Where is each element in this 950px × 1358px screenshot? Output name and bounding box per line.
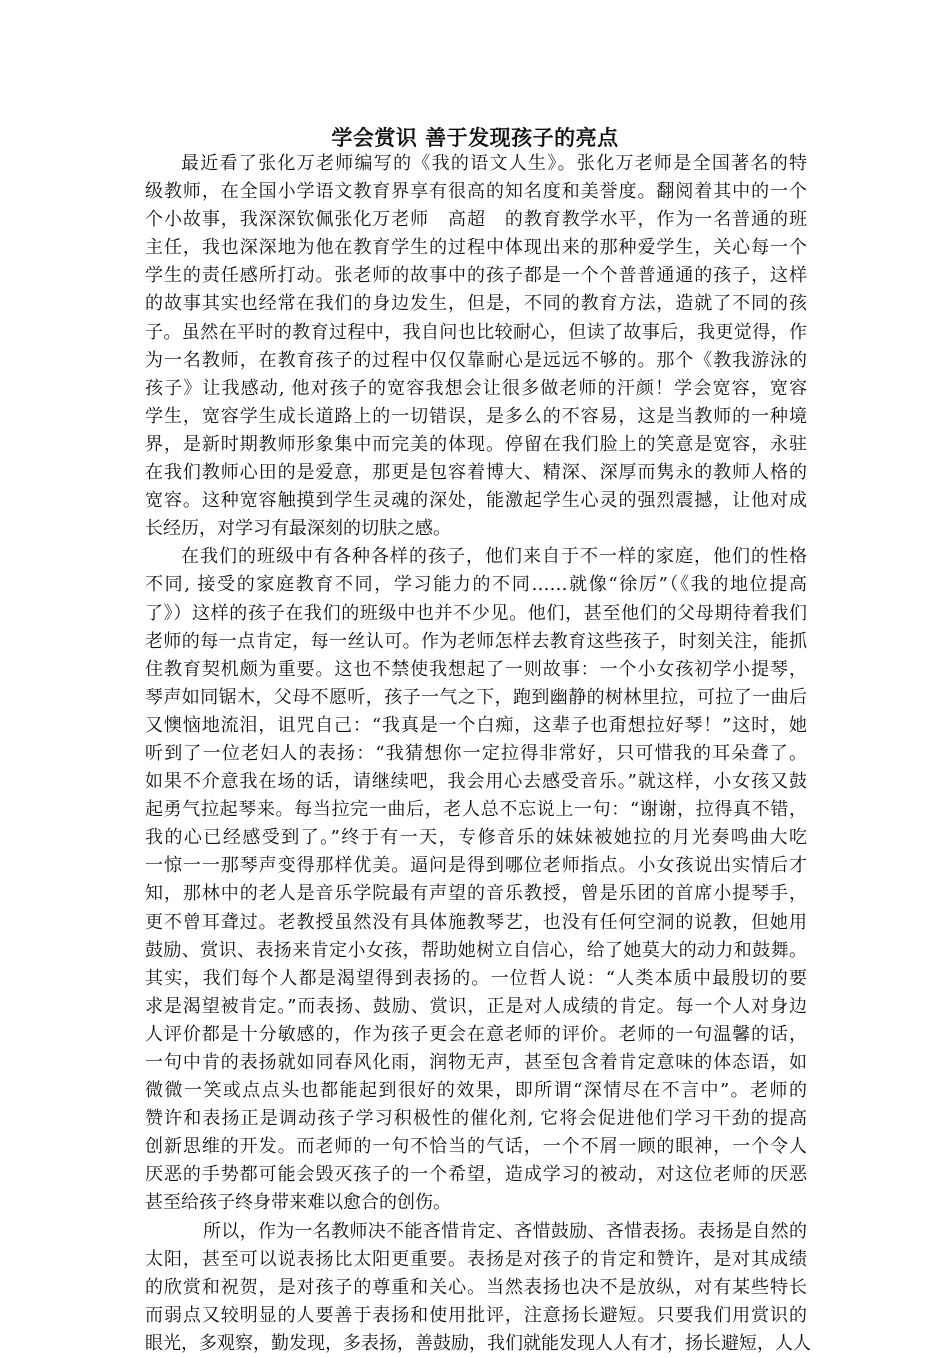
text-line: 听到了一位老妇人的表扬：“我猜想你一定拉得非常好，只可惜我的耳朵聋了。 xyxy=(145,742,807,764)
text-line: 一惊一一那琴声变得那样优美。逼问是得到哪位老师指点。小女孩说出实情后才 xyxy=(145,855,807,877)
text-line: 赞许和表扬正是调动孩子学习积极性的催化剂, 它将会促进他们学习干劲的提高 xyxy=(145,1108,807,1130)
text-line: 琴声如同锯木，父母不愿听，孩子一气之下，跑到幽静的树林里拉，可拉了一曲后 xyxy=(145,686,807,708)
text-line: 知，那林中的老人是音乐学院最有声望的音乐教授，曾是乐团的首席小提琴手， xyxy=(145,883,807,905)
text-line: 起勇气拉起琴来。每当拉完一曲后，老人总不忘说上一句：“谢谢，拉得真不错， xyxy=(145,799,807,821)
text-line: 眼光，多观察，勤发现，多表扬，善鼓励，我们就能发现人人有才，扬长避短，人人 xyxy=(145,1332,811,1354)
text-line: 我的心已经感受到了。”终于有一天，专修音乐的妹妹被她拉的月光奏鸣曲大吃 xyxy=(145,827,807,849)
text-line: 的欣赏和祝贺，是对孩子的尊重和关心。当然表扬也决不是放纵，对有某些特长 xyxy=(145,1276,807,1298)
text-line: 其实，我们每个人都是渴望得到表扬的。一位哲人说：“人类本质中最殷切的要 xyxy=(145,967,807,989)
text-line: 的故事其实也经常在我们的身边发生，但是，不同的教育方法，造就了不同的孩 xyxy=(145,293,807,315)
text-line: 长经历，对学习有最深刻的切肤之感。 xyxy=(145,518,451,540)
text-line: 了》）这样的孩子在我们的班级中也并不少见。他们，甚至他们的父母期待着我们 xyxy=(145,602,807,624)
text-line: 甚至给孩子终身带来难以愈合的创伤。 xyxy=(145,1192,451,1214)
text-line: 在我们的班级中有各种各样的孩子，他们来自于不一样的家庭，他们的性格 xyxy=(181,546,807,568)
document-body xyxy=(145,150,811,1358)
text-line: 微微一笑或点点头也都能起到很好的效果，即所谓“深情尽在不言中”。老师的 xyxy=(145,1080,807,1102)
text-line: 如果不介意我在场的话，请继续吧，我会用心去感受音乐。”就这样，小女孩又鼓 xyxy=(145,771,807,793)
text-line: 老师的每一点肯定，每一丝认可。作为老师怎样去教育这些孩子，时刻关注，能抓 xyxy=(145,630,807,652)
text-line: 求是渴望被肯定。”而表扬、鼓励、赏识，正是对人成绩的肯定。每一个人对身边 xyxy=(145,995,807,1017)
text-line: 级教师，在全国小学语文教育界享有很高的知名度和美誉度。翻阅着其中的一个 xyxy=(145,181,807,203)
text-line: 为一名教师，在教育孩子的过程中仅仅靠耐心是远远不够的。那个《教我游泳的 xyxy=(145,349,807,371)
text-line: 又懊恼地流泪，诅咒自己：“我真是一个白痴，这辈子也甭想拉好琴！”这时，她 xyxy=(145,714,807,736)
document-title: 学会赏识 善于发现孩子的亮点 xyxy=(331,125,619,150)
text-line: 厌恶的手势都可能会毁灭孩子的一个希望，造成学习的被动，对这位老师的厌恶 xyxy=(145,1164,807,1186)
text-line: 太阳，甚至可以说表扬比太阳更重要。表扬是对孩子的肯定和赞许，是对其成绩 xyxy=(145,1248,807,1270)
text-line: 人评价都是十分敏感的，作为孩子更会在意老师的评价。老师的一句温馨的话， xyxy=(145,1023,807,1045)
text-line: 住教育契机颇为重要。这也不禁使我想起了一则故事：一个小女孩初学小提琴， xyxy=(145,658,807,680)
text-line: 最近看了张化万老师编写的《我的语文人生》。张化万老师是全国著名的特 xyxy=(181,153,807,174)
text-line: 孩子》让我感动, 他对孩子的宽容我想会让很多做老师的汗颜！学会宽容，宽容 xyxy=(145,377,807,399)
text-line: 鼓励、赏识、表扬来肯定小女孩，帮助她树立自信心，给了她莫大的动力和鼓舞。 xyxy=(145,939,807,961)
text-line: 一句中肯的表扬就如同春风化雨，润物无声，甚至包含着肯定意味的体态语，如 xyxy=(145,1052,807,1073)
text-line: 创新思维的开发。而老师的一句不恰当的气话，一个不屑一顾的眼神，一个令人 xyxy=(145,1136,807,1158)
text-line: 学生的责任感所打动。张老师的故事中的孩子都是一个个普普通通的孩子，这样 xyxy=(145,265,807,287)
text-line: 宽容。这种宽容触摸到学生灵魂的深处，能激起学生心灵的强烈震撼，让他对成 xyxy=(145,490,807,512)
text-line: 更不曾耳聋过。老教授虽然没有具体施教琴艺，也没有任何空洞的说教，但她用 xyxy=(145,911,807,933)
text-line: 主任，我也深深地为他在教育学生的过程中体现出来的那种爱学生，关心每一个 xyxy=(145,237,807,259)
text-line: 学生，宽容学生成长道路上的一切错误，是多么的不容易，这是当教师的一种境 xyxy=(145,405,807,427)
text-line: 不同, 接受的家庭教育不同，学习能力的不同……就像“徐厉”（《我的地位提高 xyxy=(145,574,807,596)
text-line: 而弱点又较明显的人要善于表扬和使用批评，注意扬长避短。只要我们用赏识的 xyxy=(145,1304,807,1326)
text-line: 界，是新时期教师形象集中而完美的体现。停留在我们脸上的笑意是宽容，永驻 xyxy=(145,433,807,455)
text-line: 所以，作为一名教师决不能吝惜肯定、吝惜鼓励、吝惜表扬。表扬是自然的 xyxy=(203,1220,807,1242)
text-line: 子。虽然在平时的教育过程中，我自问也比较耐心，但读了故事后，我更觉得，作 xyxy=(145,321,807,343)
text-line: 在我们教师心田的是爱意，那更是包容着博大、精深、深厚而隽永的教师人格的 xyxy=(145,462,807,484)
text-line: 个小故事，我深深钦佩张化万老师 高超 的教育教学水平，作为一名普通的班 xyxy=(145,209,807,231)
